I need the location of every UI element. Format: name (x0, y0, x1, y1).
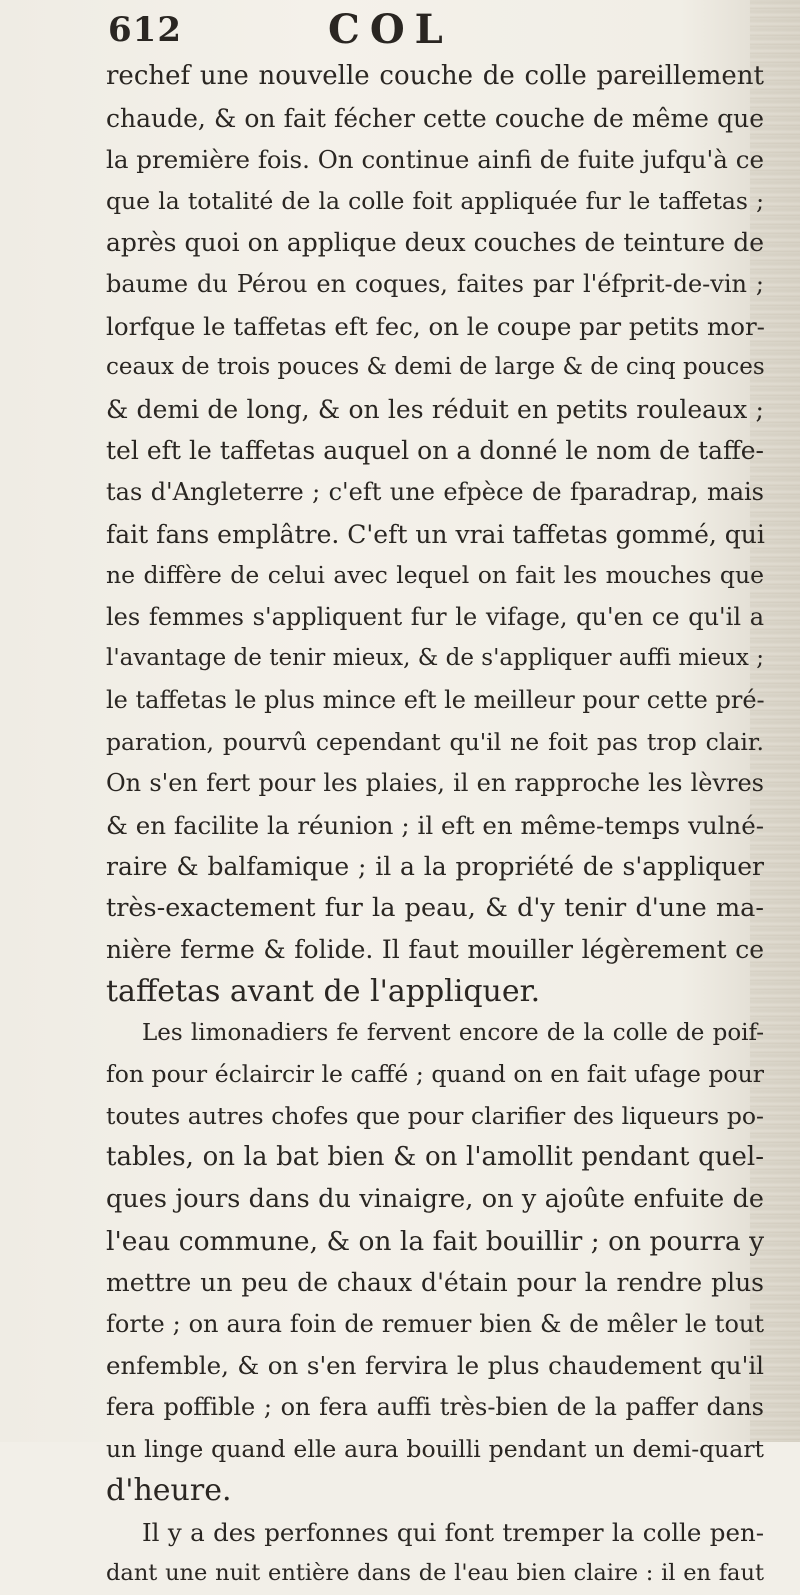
text-line: fera poffible ; on fera auffi très-bien de la paffer dans (106, 1393, 764, 1421)
running-head: COL (328, 6, 453, 53)
paragraph-start-line: Les limonadiers fe fervent encore de la colle de poif- (142, 1019, 764, 1046)
text-line: tables, on la bat bien & on l'amollit pendant quel- (106, 1142, 764, 1173)
text-line: très-exactement fur la peau, & d'y tenir d'une ma- (106, 892, 764, 923)
text-line: On s'en fert pour les plaies, il en rapproche les lèvres (106, 769, 764, 798)
text-line: la première fois. On continue ainfi de fuite jufqu'à ce (106, 145, 764, 175)
text-line: baume du Pérou en coques, faites par l'éfprit-de-vin ; (106, 269, 764, 298)
text-line: l'avantage de tenir mieux, & de s'appliquer auffi mieux ; (106, 645, 764, 672)
text-line: chaude, & on fait fécher cette couche de même que (106, 103, 764, 133)
text-line: ne diffère de celui avec lequel on fait les mouches que (106, 561, 764, 590)
page-number: 612 (108, 10, 182, 50)
text-line: mettre un peu de chaux d'étain pour la rendre plus (106, 1268, 764, 1298)
page-header (108, 6, 668, 53)
text-line: après quoi on applique deux couches de teinture de (106, 228, 764, 258)
text-line: les femmes s'appliquent fur le vifage, qu'en ce qu'il a (106, 602, 764, 631)
text-line: que la totalité de la colle foit appliquée fur le taffetas ; (106, 186, 764, 215)
text-line: paration, pourvû cependant qu'il ne foit pas trop clair. (106, 727, 764, 756)
body-text (106, 56, 764, 1595)
text-line: fait fans emplâtre. C'eft un vrai taffetas gommé, qui (106, 519, 765, 549)
text-line: lorfque le taffetas eft fec, on le coupe par petits mor- (106, 311, 765, 341)
paragraph-start-line: Il y a des perfonnes qui font tremper la colle pen- (142, 1517, 764, 1547)
text-line: fon pour éclaircir le caffé ; quand on en fait ufage pour (106, 1060, 764, 1089)
text-line: enfemble, & on s'en fervira le plus chaudement qu'il (106, 1351, 764, 1381)
paragraph-end-line: taffetas avant de l'appliquer. (106, 974, 541, 1010)
text-line: le taffetas le plus mince eft le meilleur pour cette pré- (106, 685, 765, 714)
text-line: ques jours dans du vinaigre, on y ajoûte enfuite de (106, 1184, 764, 1215)
text-line: dant une nuit entière dans de l'eau bien claire : il en faut (106, 1560, 764, 1587)
text-line: tel eft le taffetas auquel on a donné le nom de taffe- (106, 436, 764, 466)
text-line: & en facilite la réunion ; il eft en même-temps vulné- (106, 810, 764, 840)
paragraph-end-line: d'heure. (106, 1473, 232, 1509)
text-line: toutes autres chofes que pour clarifier des liqueurs po- (106, 1101, 764, 1130)
text-line: rechef une nouvelle couche de colle pareillement (106, 61, 764, 91)
text-line: un linge quand elle aura bouilli pendant un demi-quart (106, 1434, 764, 1463)
text-line: raire & balfamique ; il a la propriété de s'appliquer (106, 852, 764, 882)
text-line: ceaux de trois pouces & demi de large & de cinq pouces (106, 354, 765, 381)
text-line: nière ferme & folide. Il faut mouiller légèrement ce (106, 935, 764, 965)
text-line: & demi de long, & on les réduit en petits rouleaux ; (106, 394, 764, 424)
text-line: forte ; on aura foin de remuer bien & de mêler le tout (106, 1309, 764, 1338)
text-line: tas d'Angleterre ; c'eft une efpèce de fparadrap, mais (106, 477, 764, 506)
text-line: l'eau commune, & on la fait bouillir ; on pourra y (106, 1225, 765, 1257)
